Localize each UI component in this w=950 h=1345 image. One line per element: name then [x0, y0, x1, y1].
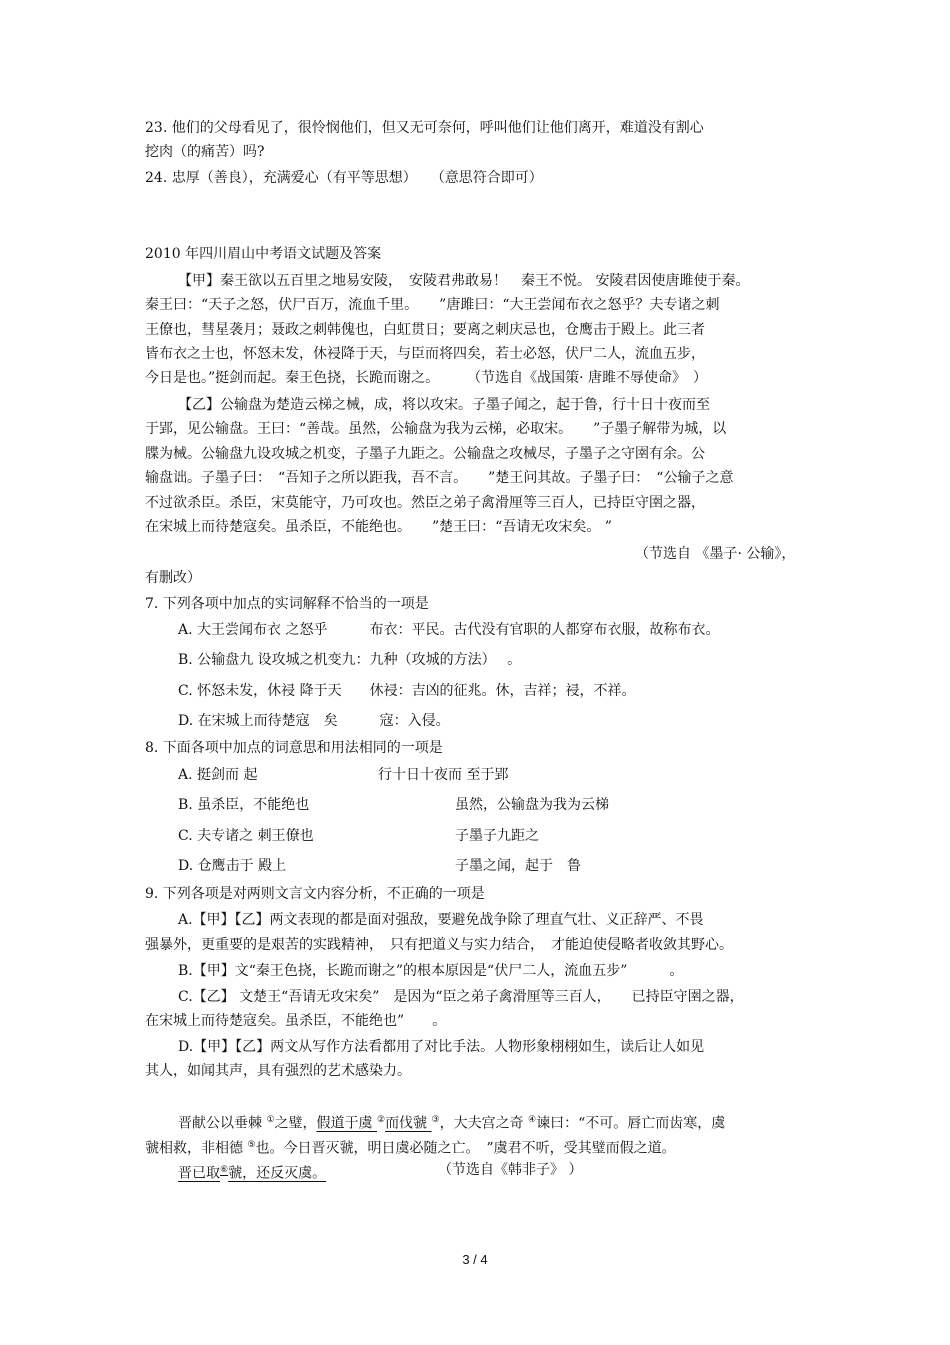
- q9-option-b: B.【甲】文“秦王色挠，长跪而谢之”的根本原因是“伏尸二人，流血五步” 。: [178, 963, 684, 979]
- section-title: 2010 年四川眉山中考语文试题及答案: [145, 246, 382, 262]
- passage-yi-line4: 输盘诎。子墨子曰： “吾知子之所以距我，吾不言。 ”楚王问其故。子墨子曰： “公输子之意: [145, 470, 734, 486]
- q9-option-c-line1: C.【乙】 文楚王“吾请无攻宋矣” 是因为“臣之弟子禽滑厘等三百人， 已持臣守圉之器，: [178, 989, 744, 1005]
- answer-24: 24. 忠厚（善良），充满爱心（有平等思想） （意思符合即可）: [145, 170, 543, 186]
- passage3-line1: [178, 1112, 725, 1132]
- passage3-line3: [178, 1162, 326, 1182]
- note-4: ④: [528, 1115, 537, 1125]
- q8-option-a-right: 行十日十夜而 至于郢: [378, 767, 509, 783]
- passage3-line2: [145, 1137, 676, 1157]
- q7-option-a: A. 大王尝闻布衣 之怒乎 布衣：平民。古代没有官职的人都穿布衣服，故称布衣。: [178, 622, 720, 638]
- q7-option-b: B. 公输盘九 设攻城之机变九：九种（攻城的方法） 。: [178, 652, 522, 668]
- question-7: 7. 下列各项中加点的实词解释不恰当的一项是: [145, 596, 429, 612]
- p1-text-d: 谏曰：“不可。唇亡而齿寒，虞: [536, 1115, 726, 1132]
- p3-underline-a: 晋已取: [178, 1165, 220, 1182]
- q9-option-d-line1: D.【甲】【乙】两文从写作方法看都用了对比手法。人物形象栩栩如生，读后让人如见: [178, 1039, 705, 1055]
- answer-23-line1: 23. 他们的父母看见了，很怜悯他们，但又无可奈何，呼叫他们让他们离开，难道没有割心: [145, 120, 704, 136]
- q8-option-c-right: 子墨子九距之: [455, 828, 539, 844]
- q8-option-b-right: 虽然，公输盘为我为云梯: [455, 797, 609, 813]
- p1-text-a: 晋献公以垂棘: [178, 1115, 267, 1132]
- passage-jia-line1: 【甲】秦王欲以五百里之地易安陵， 安陵君弗敢易！ 秦王不悦。 安陵君因使唐雎使于秦。: [178, 273, 750, 289]
- q9-option-d-line2: 其人，如闻其声，具有强烈的艺术感染力。: [145, 1063, 411, 1079]
- q8-option-d-left: D. 仓鹰击于 殿上: [178, 858, 287, 874]
- question-8: 8. 下面各项中加点的词意思和用法相同的一项是: [145, 740, 443, 756]
- q8-option-c-left: C. 夫专诸之 刺王僚也: [178, 828, 314, 844]
- passage-yi-source: （节选自 《墨子· 公输》，: [635, 546, 796, 562]
- page-number: 3 / 4: [462, 1252, 488, 1267]
- answer-23-line2: 挖肉（的痛苦）吗?: [145, 144, 265, 160]
- p1-underline-b: 而伐虢: [385, 1115, 432, 1132]
- passage-yi-line5: 不过欲杀臣。杀臣，宋莫能守，乃可攻也。然臣之弟子禽滑厘等三百人，已持臣守圉之器，: [145, 495, 705, 511]
- passage-yi-source-cont: 有删改）: [145, 570, 201, 586]
- q7-option-d: D. 在宋城上而待楚寇 矣 寇：入侵。: [178, 713, 450, 729]
- passage-jia-line3: 王僚也，彗星袭月；聂政之刺韩傀也，白虹贯日；要离之刺庆忌也，仓鹰击于殿上。此三者: [145, 322, 705, 338]
- passage-yi-line2: 于郢，见公输盘。王曰：“善哉。虽然，公输盘为我为云梯，必取宋。 ”子墨子解带为城，以: [145, 421, 727, 437]
- q9-option-c-line2: 在宋城上而待楚寇矣。虽杀臣，不能绝也” 。: [145, 1013, 447, 1029]
- p1-underline-a: 假道于虞: [316, 1115, 377, 1132]
- q9-option-a-line1: A.【甲】【乙】两文表现的都是面对强敌，要避免战争除了理直气壮、义正辞严、不畏: [178, 912, 704, 928]
- passage3-source: （节选自《韩非子》 ）: [438, 1162, 583, 1178]
- note-5: ⑤: [247, 1140, 256, 1150]
- passage-jia-line5: 今日是也。”挺剑而起。秦王色挠，长跪而谢之。 （节选自《战国策· 唐雎不辱使命》 ）: [145, 370, 708, 386]
- p1-text-b: 之璧，: [274, 1115, 317, 1132]
- p2-text-b: 也。今日晋灭虢，明日虞必随之亡。 ”虞君不听，受其璧而假之道。: [255, 1140, 676, 1157]
- note-2: ②: [376, 1115, 386, 1125]
- p2-text-a: 虢相救，非相德: [145, 1140, 248, 1157]
- p1-text-c: ，大夫宫之奇: [439, 1115, 529, 1132]
- passage-jia-line4: 皆布衣之士也，怀怒未发，休祲降于天，与臣而将四矣，若士必怒，伏尸二人，流血五步，: [145, 346, 705, 362]
- q7-option-c: C. 怀怒未发，休祲 降于天 休祲：吉凶的征兆。休，吉祥；祲，不祥。: [178, 683, 636, 699]
- passage-jia-line2: 秦王曰：“天子之怒，伏尸百万，流血千里。 ”唐雎曰：“大王尝闻布衣之怒乎？夫专诸之刺: [145, 297, 720, 313]
- note-6: ⑥: [220, 1165, 229, 1175]
- note-1: ①: [266, 1115, 275, 1125]
- p3-underline-b: 虢，还反灭虞。: [228, 1165, 327, 1182]
- question-9: 9. 下列各项是对两则文言文内容分析，不正确的一项是: [145, 886, 485, 902]
- passage-yi-line6: 在宋城上而待楚寇矣。虽杀臣，不能绝也。 ”楚王曰：“吾请无攻宋矣。 ”: [145, 519, 612, 535]
- passage-yi-line3: 牒为械。公输盘九设攻城之机变，子墨子九距之。公输盘之攻械尽，子墨子之守圉有余。公: [145, 446, 705, 462]
- passage-yi-line1: 【乙】公输盘为楚造云梯之械，成，将以攻宋。子墨子闻之，起于鲁，行十日十夜而至: [178, 397, 710, 413]
- q8-option-a-left: A. 挺剑而 起: [178, 767, 258, 783]
- q8-option-b-left: B. 虽杀臣，不能绝也: [178, 797, 310, 813]
- q9-option-a-line2: 强暴外，更重要的是艰苦的实践精神， 只有把道义与实力结合， 才能迫使侵略者收敛其野心。: [145, 937, 733, 953]
- note-3: ③: [431, 1115, 440, 1125]
- q8-option-d-right: 子墨之闻，起于 鲁: [455, 858, 581, 874]
